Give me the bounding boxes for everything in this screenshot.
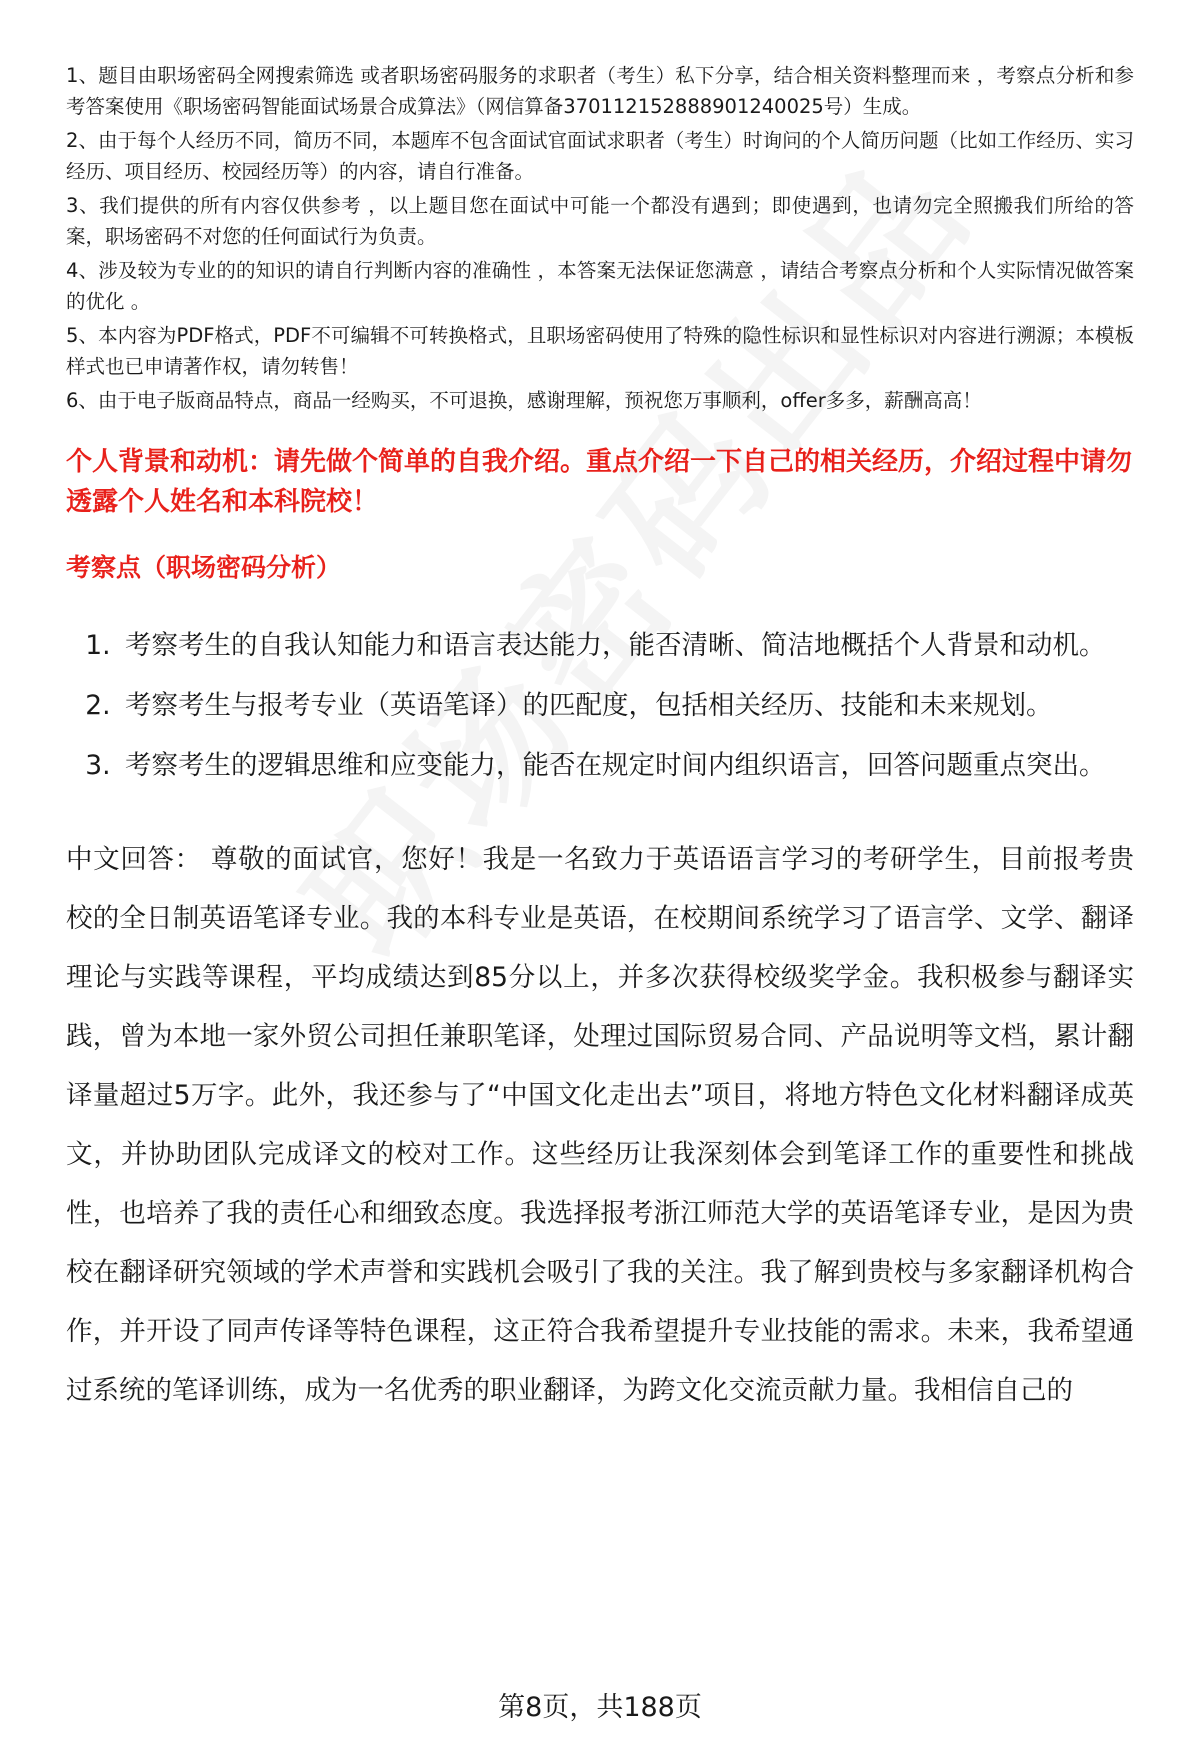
note-item: 1、题目由职场密码全网搜索筛选 或者职场密码服务的求职者（考生）私下分享，结合相关资料整理而来 ，考察点分析和参考答案使用《职场密码智能面试场景合成算法》（网信算备370112152888901240025号）生成。 (66, 64, 1134, 118)
answer-text: 中文回答： 尊敬的面试官，您好！我是一名致力于英语语言学习的考研学生，目前报考贵校的全日制英语笔译专业。我的本科专业是英语，在校期间系统学习了语言学、文学、翻译理论与实践等课程，平均成绩达到85分以上，并多次获得校级奖学金。我积极参与翻译实践，曾为本地一家外贸公司担任兼职笔译，处理过国际贸易合同、产品说明等文档，累计翻译量超过5万字。此外，我还参与了“中国文化走出去”项目，将地方特色文化材料翻译成英文，并协助团队完成译文的校对工作。这些经历让我深刻体会到笔译工作的重要性和挑战性，也培养了我的责任心和细致态度。我选择报考浙江师范大学的英语笔译专业，是因为贵校在翻译研究领域的学术声誉和实践机会吸引了我的关注。我了解到贵校与多家翻译机构合作，并开设了同声传译等特色课程，这正符合我希望提升专业技能的需求。未来，我希望通过系统的笔译训练，成为一名优秀的职业翻译，为跨文化交流贡献力量。我相信自己的 (66, 844, 1134, 1406)
analysis-heading: 考察点（职场密码分析） (66, 553, 342, 582)
disclaimer-notes (66, 60, 1134, 416)
analysis-list (66, 616, 1134, 796)
note-item: 4、涉及较为专业的的知识的请自行判断内容的准确性 ，本答案无法保证您满意 ，请结合考察点分析和个人实际情况做答案的优化 。 (66, 259, 1134, 313)
analysis-item: 3. 考察考生的逻辑思维和应变能力，能否在规定时间内组织语言，回答问题重点突出。 (119, 736, 1134, 796)
analysis-item: 2. 考察考生与报考专业（英语笔译）的匹配度，包括相关经历、技能和未来规划。 (119, 676, 1134, 736)
question-heading: 个人背景和动机：请先做个简单的自我介绍。重点介绍一下自己的相关经历，介绍过程中请勿透露个人姓名和本科院校！ (66, 447, 1133, 517)
analysis-item: 1. 考察考生的自我认知能力和语言表达能力，能否清晰、简洁地概括个人背景和动机。 (119, 616, 1134, 676)
note-item: 3、我们提供的所有内容仅供参考 ，以上题目您在面试中可能一个都没有遇到；即使遇到，也请勿完全照搬我们所给的答案，职场密码不对您的任何面试行为负责。 (66, 194, 1134, 248)
page-number: 第8页，共188页 (498, 1692, 702, 1723)
note-item: 6、由于电子版商品特点，商品一经购买，不可退换，感谢理解，预祝您万事顺利，offer多多，薪酬高高！ (66, 389, 982, 412)
note-item: 2、由于每个人经历不同，简历不同，本题库不包含面试官面试求职者（考生）时询问的个人简历问题（比如工作经历、实习经历、项目经历、校园经历等）的内容，请自行准备。 (66, 129, 1134, 183)
note-item: 5、本内容为PDF格式，PDF不可编辑不可转换格式，且职场密码使用了特殊的隐性标识和显性标识对内容进行溯源；本模板样式也已申请著作权，请勿转售！ (66, 324, 1134, 378)
